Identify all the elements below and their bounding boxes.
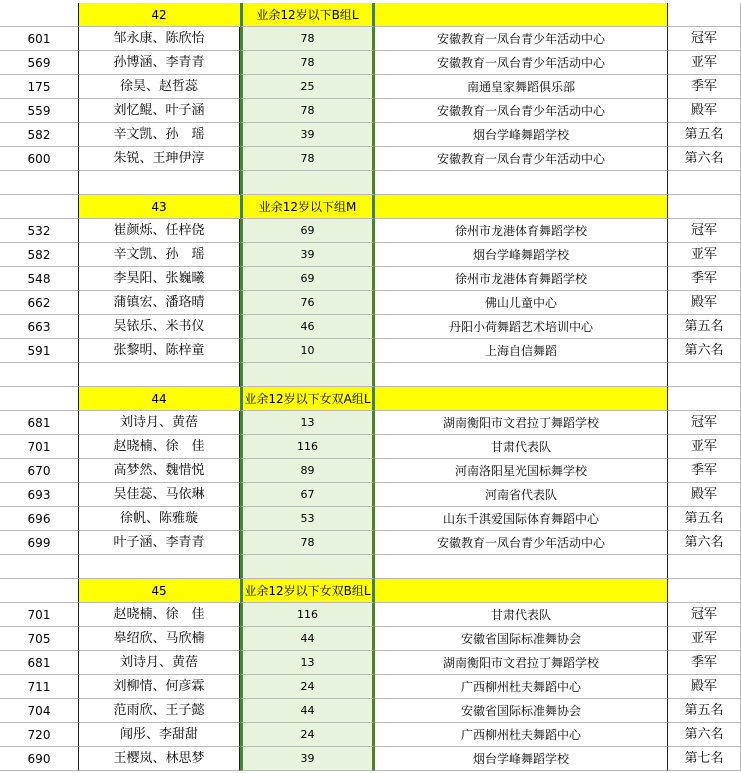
competitor-number: 705 (0, 627, 79, 651)
score-cell: 78 (240, 99, 375, 123)
competitor-names: 张黎明、陈梓童 (79, 339, 240, 363)
rank-cell: 第七名 (668, 747, 741, 771)
empty-cell (375, 3, 668, 27)
empty-cell (668, 387, 741, 411)
table-row (0, 219, 741, 243)
unit-name: 湖南衡阳市文君拉丁舞蹈学校 (375, 411, 668, 435)
competitor-names: 皋绍欣、马欣楠 (79, 627, 240, 651)
unit-name: 甘肃代表队 (375, 435, 668, 459)
unit-name: 南通皇家舞蹈俱乐部 (375, 75, 668, 99)
competitor-number: 701 (0, 435, 79, 459)
group-title: 业余12岁以下B组L (240, 3, 375, 27)
competitor-number: 601 (0, 27, 79, 51)
table-row (0, 675, 741, 699)
competitor-number: 670 (0, 459, 79, 483)
empty-cell (668, 3, 741, 27)
rank-cell: 季军 (668, 267, 741, 291)
blank-row (0, 555, 741, 579)
table-row (0, 339, 741, 363)
competitor-names: 崔颜烁、任梓侥 (79, 219, 240, 243)
competitor-number: 559 (0, 99, 79, 123)
score-cell: 78 (240, 27, 375, 51)
table-row (0, 723, 741, 747)
score-cell: 13 (240, 411, 375, 435)
score-cell: 76 (240, 291, 375, 315)
group-number: 43 (79, 195, 240, 219)
competitor-names: 辛文凯、孙 瑶 (79, 243, 240, 267)
competitor-names: 王樱岚、林思梦 (79, 747, 240, 771)
blank-row (0, 363, 741, 387)
unit-name: 安徽教育一凤台青少年活动中心 (375, 147, 668, 171)
rank-cell: 冠军 (668, 411, 741, 435)
score-cell: 116 (240, 435, 375, 459)
competitor-number: 681 (0, 411, 79, 435)
score-cell: 69 (240, 267, 375, 291)
table-row (0, 651, 741, 675)
unit-name: 烟台学峰舞蹈学校 (375, 747, 668, 771)
score-cell: 116 (240, 603, 375, 627)
score-cell: 39 (240, 123, 375, 147)
empty-cell (79, 555, 240, 579)
score-cell: 69 (240, 219, 375, 243)
score-cell: 10 (240, 339, 375, 363)
group-header-row (0, 387, 741, 411)
competitor-names: 徐昊、赵哲蕊 (79, 75, 240, 99)
competitor-number: 600 (0, 147, 79, 171)
group-title: 业余12岁以下女双B组L (240, 579, 375, 603)
competitor-number: 711 (0, 675, 79, 699)
competitor-number: 582 (0, 123, 79, 147)
competitor-names: 李昊阳、张巍曦 (79, 267, 240, 291)
table-row (0, 51, 741, 75)
unit-name: 丹阳小荷舞蹈艺术培训中心 (375, 315, 668, 339)
table-row (0, 699, 741, 723)
competitor-names: 朱锐、王珅伊淳 (79, 147, 240, 171)
rank-cell: 第五名 (668, 123, 741, 147)
rank-cell: 第六名 (668, 723, 741, 747)
empty-cell (668, 195, 741, 219)
empty-cell (240, 555, 375, 579)
competitor-names: 吴铱乐、米书仪 (79, 315, 240, 339)
competitor-number: 690 (0, 747, 79, 771)
score-cell: 24 (240, 675, 375, 699)
competitor-names: 蒲镇宏、潘珞晴 (79, 291, 240, 315)
competitor-names: 范雨欣、王子懿 (79, 699, 240, 723)
rank-cell: 第六名 (668, 339, 741, 363)
table-row (0, 147, 741, 171)
rank-cell: 殿军 (668, 675, 741, 699)
competitor-number: 591 (0, 339, 79, 363)
empty-cell (375, 387, 668, 411)
score-cell: 78 (240, 531, 375, 555)
unit-name: 安徽教育一凤台青少年活动中心 (375, 27, 668, 51)
competitor-names: 高梦然、魏惜悦 (79, 459, 240, 483)
rank-cell: 殿军 (668, 483, 741, 507)
unit-name: 安徽省国际标准舞协会 (375, 699, 668, 723)
competitor-number: 548 (0, 267, 79, 291)
group-title: 业余12岁以下组M (240, 195, 375, 219)
empty-cell (0, 363, 79, 387)
rank-cell: 季军 (668, 75, 741, 99)
empty-cell (240, 171, 375, 195)
empty-cell (0, 555, 79, 579)
unit-name: 安徽教育一凤台青少年活动中心 (375, 51, 668, 75)
unit-name: 甘肃代表队 (375, 603, 668, 627)
empty-cell (668, 579, 741, 603)
score-cell: 25 (240, 75, 375, 99)
table-row (0, 75, 741, 99)
table-row (0, 507, 741, 531)
competitor-number: 569 (0, 51, 79, 75)
empty-cell (0, 3, 79, 27)
rank-cell: 季军 (668, 459, 741, 483)
unit-name: 安徽教育一凤台青少年活动中心 (375, 531, 668, 555)
score-cell: 24 (240, 723, 375, 747)
rank-cell: 第五名 (668, 699, 741, 723)
table-row (0, 483, 741, 507)
empty-cell (668, 363, 741, 387)
competitor-number: 175 (0, 75, 79, 99)
rank-cell: 殿军 (668, 291, 741, 315)
group-number: 45 (79, 579, 240, 603)
table-row (0, 315, 741, 339)
table-row (0, 291, 741, 315)
table-row (0, 123, 741, 147)
table-row (0, 99, 741, 123)
score-cell: 67 (240, 483, 375, 507)
empty-cell (0, 195, 79, 219)
unit-name: 安徽省国际标准舞协会 (375, 627, 668, 651)
rank-cell: 殿军 (668, 99, 741, 123)
empty-cell (375, 195, 668, 219)
table-row (0, 627, 741, 651)
empty-cell (668, 555, 741, 579)
unit-name: 安徽教育一凤台青少年活动中心 (375, 99, 668, 123)
empty-cell (668, 171, 741, 195)
group-title: 业余12岁以下女双A组L (240, 387, 375, 411)
table-row (0, 27, 741, 51)
empty-cell (0, 171, 79, 195)
blank-row (0, 171, 741, 195)
table-row (0, 531, 741, 555)
table-row (0, 267, 741, 291)
table-row (0, 459, 741, 483)
competitor-number: 532 (0, 219, 79, 243)
score-cell: 46 (240, 315, 375, 339)
competitor-names: 叶子涵、李青青 (79, 531, 240, 555)
table-row (0, 603, 741, 627)
competitor-number: 582 (0, 243, 79, 267)
unit-name: 河南省代表队 (375, 483, 668, 507)
empty-cell (0, 579, 79, 603)
unit-name: 山东千淇爱国际体育舞蹈中心 (375, 507, 668, 531)
score-cell: 44 (240, 699, 375, 723)
table-row (0, 747, 741, 771)
competitor-number: 663 (0, 315, 79, 339)
rank-cell: 亚军 (668, 51, 741, 75)
empty-cell (79, 363, 240, 387)
competitor-names: 吴佳蕊、马依琳 (79, 483, 240, 507)
rank-cell: 第六名 (668, 531, 741, 555)
rank-cell: 冠军 (668, 27, 741, 51)
competitor-number: 681 (0, 651, 79, 675)
score-cell: 53 (240, 507, 375, 531)
score-cell: 13 (240, 651, 375, 675)
competitor-names: 邹永康、陈欣怡 (79, 27, 240, 51)
unit-name: 上海自信舞蹈 (375, 339, 668, 363)
rank-cell: 第六名 (668, 147, 741, 171)
unit-name: 佛山儿童中心 (375, 291, 668, 315)
unit-name: 湖南衡阳市文君拉丁舞蹈学校 (375, 651, 668, 675)
competitor-names: 孙博涵、李青青 (79, 51, 240, 75)
competitor-names: 赵晓楠、徐 佳 (79, 435, 240, 459)
score-cell: 44 (240, 627, 375, 651)
group-number: 42 (79, 3, 240, 27)
unit-name: 徐州市龙港体育舞蹈学校 (375, 219, 668, 243)
empty-cell (375, 363, 668, 387)
competitor-number: 704 (0, 699, 79, 723)
empty-cell (79, 171, 240, 195)
competitor-names: 刘柳情、何彦霖 (79, 675, 240, 699)
rank-cell: 亚军 (668, 243, 741, 267)
rank-cell: 冠军 (668, 219, 741, 243)
rank-cell: 亚军 (668, 435, 741, 459)
competitor-names: 闻彤、李甜甜 (79, 723, 240, 747)
competitor-names: 辛文凯、孙 瑶 (79, 123, 240, 147)
table-row (0, 243, 741, 267)
rank-cell: 第五名 (668, 507, 741, 531)
table-row (0, 411, 741, 435)
rank-cell: 亚军 (668, 627, 741, 651)
rank-cell: 第五名 (668, 315, 741, 339)
unit-name: 河南洛阳星光国标舞学校 (375, 459, 668, 483)
score-cell: 78 (240, 51, 375, 75)
table-row (0, 435, 741, 459)
rank-cell: 冠军 (668, 603, 741, 627)
empty-cell (375, 171, 668, 195)
competitor-names: 刘诗月、黄蓓 (79, 411, 240, 435)
group-header-row (0, 3, 741, 27)
rank-cell: 季军 (668, 651, 741, 675)
competitor-number: 693 (0, 483, 79, 507)
empty-cell (0, 387, 79, 411)
competitor-number: 699 (0, 531, 79, 555)
competitor-number: 701 (0, 603, 79, 627)
score-cell: 89 (240, 459, 375, 483)
unit-name: 广西柳州杜夫舞蹈中心 (375, 723, 668, 747)
group-header-row (0, 195, 741, 219)
unit-name: 烟台学峰舞蹈学校 (375, 123, 668, 147)
unit-name: 广西柳州杜夫舞蹈中心 (375, 675, 668, 699)
competitor-number: 720 (0, 723, 79, 747)
competitor-number: 662 (0, 291, 79, 315)
group-header-row (0, 579, 741, 603)
competitor-number: 696 (0, 507, 79, 531)
unit-name: 烟台学峰舞蹈学校 (375, 243, 668, 267)
competitor-names: 徐帆、陈雅璇 (79, 507, 240, 531)
competitor-names: 刘诗月、黄蓓 (79, 651, 240, 675)
empty-cell (375, 555, 668, 579)
competitor-names: 刘忆鲲、叶子涵 (79, 99, 240, 123)
group-number: 44 (79, 387, 240, 411)
score-cell: 78 (240, 147, 375, 171)
empty-cell (375, 579, 668, 603)
competitor-names: 赵晓楠、徐 佳 (79, 603, 240, 627)
empty-cell (240, 363, 375, 387)
score-cell: 39 (240, 243, 375, 267)
unit-name: 徐州市龙港体育舞蹈学校 (375, 267, 668, 291)
score-cell: 39 (240, 747, 375, 771)
